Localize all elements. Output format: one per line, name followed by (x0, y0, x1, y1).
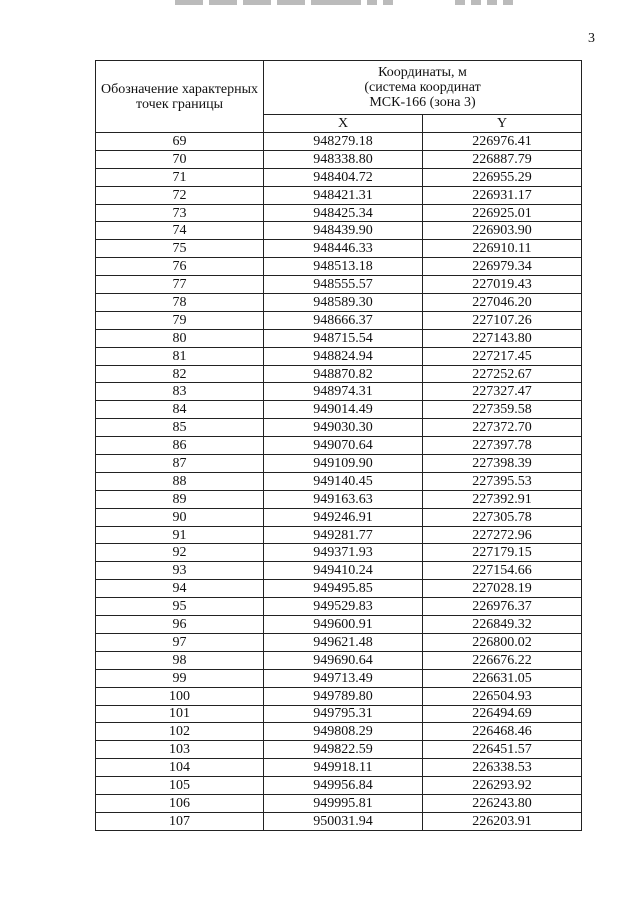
table-row (96, 741, 582, 759)
point-number-cell: 69 (96, 133, 264, 151)
y-coordinate-cell: 226504.93 (423, 687, 582, 705)
y-coordinate-cell: 227028.19 (423, 580, 582, 598)
x-coordinate-cell: 948824.94 (264, 347, 423, 365)
point-number-cell: 79 (96, 311, 264, 329)
point-number-cell: 91 (96, 526, 264, 544)
point-number-cell: 76 (96, 258, 264, 276)
point-number-cell: 78 (96, 294, 264, 312)
x-coordinate-cell: 948666.37 (264, 311, 423, 329)
table-row (96, 455, 582, 473)
header-y: Y (423, 115, 582, 133)
y-coordinate-cell: 227327.47 (423, 383, 582, 401)
table-row (96, 347, 582, 365)
y-coordinate-cell: 226631.05 (423, 669, 582, 687)
x-coordinate-cell: 949808.29 (264, 723, 423, 741)
point-number-cell: 71 (96, 168, 264, 186)
x-coordinate-cell: 949495.85 (264, 580, 423, 598)
x-coordinate-cell: 948425.34 (264, 204, 423, 222)
y-coordinate-cell: 227272.96 (423, 526, 582, 544)
point-number-cell: 85 (96, 419, 264, 437)
x-coordinate-cell: 949690.64 (264, 651, 423, 669)
y-coordinate-cell: 227395.53 (423, 472, 582, 490)
point-number-cell: 92 (96, 544, 264, 562)
point-number-cell: 86 (96, 437, 264, 455)
point-number-cell: 104 (96, 759, 264, 777)
table-row (96, 401, 582, 419)
table-row (96, 705, 582, 723)
table-row (96, 472, 582, 490)
point-number-cell: 83 (96, 383, 264, 401)
y-coordinate-cell: 227143.80 (423, 329, 582, 347)
table-row (96, 651, 582, 669)
x-coordinate-cell: 949030.30 (264, 419, 423, 437)
x-coordinate-cell: 949014.49 (264, 401, 423, 419)
table-row (96, 365, 582, 383)
y-coordinate-cell: 227392.91 (423, 490, 582, 508)
table-row (96, 383, 582, 401)
y-coordinate-cell: 227046.20 (423, 294, 582, 312)
y-coordinate-cell: 226494.69 (423, 705, 582, 723)
y-coordinate-cell: 226468.46 (423, 723, 582, 741)
point-number-cell: 87 (96, 455, 264, 473)
table-body (96, 133, 582, 831)
point-number-cell: 105 (96, 777, 264, 795)
point-number-cell: 103 (96, 741, 264, 759)
x-coordinate-cell: 949529.83 (264, 598, 423, 616)
y-coordinate-cell: 226903.90 (423, 222, 582, 240)
table-row (96, 490, 582, 508)
table-row (96, 580, 582, 598)
table-row (96, 329, 582, 347)
point-number-cell: 82 (96, 365, 264, 383)
table-row (96, 723, 582, 741)
x-coordinate-cell: 949410.24 (264, 562, 423, 580)
x-coordinate-cell: 948338.80 (264, 150, 423, 168)
table-row (96, 204, 582, 222)
y-coordinate-cell: 226931.17 (423, 186, 582, 204)
x-coordinate-cell: 949621.48 (264, 633, 423, 651)
x-coordinate-cell: 949795.31 (264, 705, 423, 723)
y-coordinate-cell: 227252.67 (423, 365, 582, 383)
x-coordinate-cell: 949789.80 (264, 687, 423, 705)
table-row (96, 794, 582, 812)
x-coordinate-cell: 948439.90 (264, 222, 423, 240)
point-number-cell: 101 (96, 705, 264, 723)
page-number: 3 (588, 31, 595, 46)
point-number-cell: 96 (96, 616, 264, 634)
x-coordinate-cell: 949822.59 (264, 741, 423, 759)
point-number-cell: 75 (96, 240, 264, 258)
point-number-cell: 99 (96, 669, 264, 687)
table-row (96, 150, 582, 168)
table-row (96, 544, 582, 562)
point-number-cell: 98 (96, 651, 264, 669)
x-coordinate-cell: 948513.18 (264, 258, 423, 276)
y-coordinate-cell: 226976.41 (423, 133, 582, 151)
table-row (96, 276, 582, 294)
y-coordinate-cell: 227179.15 (423, 544, 582, 562)
header-coords-line1: Координаты, м (378, 65, 467, 80)
y-coordinate-cell: 227107.26 (423, 311, 582, 329)
x-coordinate-cell: 949281.77 (264, 526, 423, 544)
y-coordinate-cell: 226976.37 (423, 598, 582, 616)
x-coordinate-cell: 949109.90 (264, 455, 423, 473)
y-coordinate-cell: 227217.45 (423, 347, 582, 365)
header-x: X (264, 115, 423, 133)
point-number-cell: 81 (96, 347, 264, 365)
point-number-cell: 93 (96, 562, 264, 580)
x-coordinate-cell: 948589.30 (264, 294, 423, 312)
x-coordinate-cell: 949995.81 (264, 794, 423, 812)
point-number-cell: 74 (96, 222, 264, 240)
point-number-cell: 89 (96, 490, 264, 508)
x-coordinate-cell: 949600.91 (264, 616, 423, 634)
y-coordinate-cell: 226910.11 (423, 240, 582, 258)
point-number-cell: 100 (96, 687, 264, 705)
header-coords-line2: (система координат (364, 80, 481, 95)
table-row (96, 562, 582, 580)
point-number-cell: 73 (96, 204, 264, 222)
x-coordinate-cell: 949070.64 (264, 437, 423, 455)
table-row (96, 633, 582, 651)
table-row (96, 437, 582, 455)
scan-header-marks (175, 0, 515, 6)
table-row (96, 240, 582, 258)
x-coordinate-cell: 950031.94 (264, 812, 423, 830)
x-coordinate-cell: 948715.54 (264, 329, 423, 347)
point-number-cell: 84 (96, 401, 264, 419)
x-coordinate-cell: 949163.63 (264, 490, 423, 508)
y-coordinate-cell: 227397.78 (423, 437, 582, 455)
x-coordinate-cell: 949246.91 (264, 508, 423, 526)
table-row (96, 311, 582, 329)
y-coordinate-cell: 226955.29 (423, 168, 582, 186)
table-row (96, 759, 582, 777)
y-coordinate-cell: 226203.91 (423, 812, 582, 830)
point-number-cell: 70 (96, 150, 264, 168)
table-row (96, 669, 582, 687)
y-coordinate-cell: 227398.39 (423, 455, 582, 473)
y-coordinate-cell: 227019.43 (423, 276, 582, 294)
y-coordinate-cell: 226676.22 (423, 651, 582, 669)
y-coordinate-cell: 226293.92 (423, 777, 582, 795)
header-coordinates (264, 61, 582, 115)
x-coordinate-cell: 948870.82 (264, 365, 423, 383)
x-coordinate-cell: 949713.49 (264, 669, 423, 687)
x-coordinate-cell: 948446.33 (264, 240, 423, 258)
point-number-cell: 95 (96, 598, 264, 616)
y-coordinate-cell: 226887.79 (423, 150, 582, 168)
x-coordinate-cell: 948404.72 (264, 168, 423, 186)
point-number-cell: 106 (96, 794, 264, 812)
y-coordinate-cell: 226243.80 (423, 794, 582, 812)
y-coordinate-cell: 227305.78 (423, 508, 582, 526)
x-coordinate-cell: 948279.18 (264, 133, 423, 151)
x-coordinate-cell: 949371.93 (264, 544, 423, 562)
y-coordinate-cell: 226849.32 (423, 616, 582, 634)
point-number-cell: 77 (96, 276, 264, 294)
table-row (96, 616, 582, 634)
table-row (96, 168, 582, 186)
table-row (96, 508, 582, 526)
table-row (96, 294, 582, 312)
y-coordinate-cell: 226925.01 (423, 204, 582, 222)
x-coordinate-cell: 949918.11 (264, 759, 423, 777)
table-row (96, 526, 582, 544)
point-number-cell: 102 (96, 723, 264, 741)
table-row (96, 598, 582, 616)
header-point-designation: Обозначение характерных точек границы (96, 61, 264, 133)
x-coordinate-cell: 948555.57 (264, 276, 423, 294)
x-coordinate-cell: 949140.45 (264, 472, 423, 490)
table-row (96, 133, 582, 151)
table-row (96, 419, 582, 437)
point-number-cell: 107 (96, 812, 264, 830)
y-coordinate-cell: 227154.66 (423, 562, 582, 580)
y-coordinate-cell: 226338.53 (423, 759, 582, 777)
table-row (96, 222, 582, 240)
x-coordinate-cell: 949956.84 (264, 777, 423, 795)
point-number-cell: 72 (96, 186, 264, 204)
point-number-cell: 80 (96, 329, 264, 347)
y-coordinate-cell: 226451.57 (423, 741, 582, 759)
table-row (96, 777, 582, 795)
y-coordinate-cell: 227359.58 (423, 401, 582, 419)
point-number-cell: 94 (96, 580, 264, 598)
y-coordinate-cell: 226979.34 (423, 258, 582, 276)
x-coordinate-cell: 948974.31 (264, 383, 423, 401)
table-row (96, 258, 582, 276)
table-row (96, 812, 582, 830)
y-coordinate-cell: 226800.02 (423, 633, 582, 651)
table-row (96, 186, 582, 204)
y-coordinate-cell: 227372.70 (423, 419, 582, 437)
table-row (96, 687, 582, 705)
point-number-cell: 88 (96, 472, 264, 490)
x-coordinate-cell: 948421.31 (264, 186, 423, 204)
point-number-cell: 97 (96, 633, 264, 651)
point-number-cell: 90 (96, 508, 264, 526)
header-coords-line3: МСК-166 (зона 3) (369, 95, 476, 110)
coordinates-table (95, 60, 582, 831)
